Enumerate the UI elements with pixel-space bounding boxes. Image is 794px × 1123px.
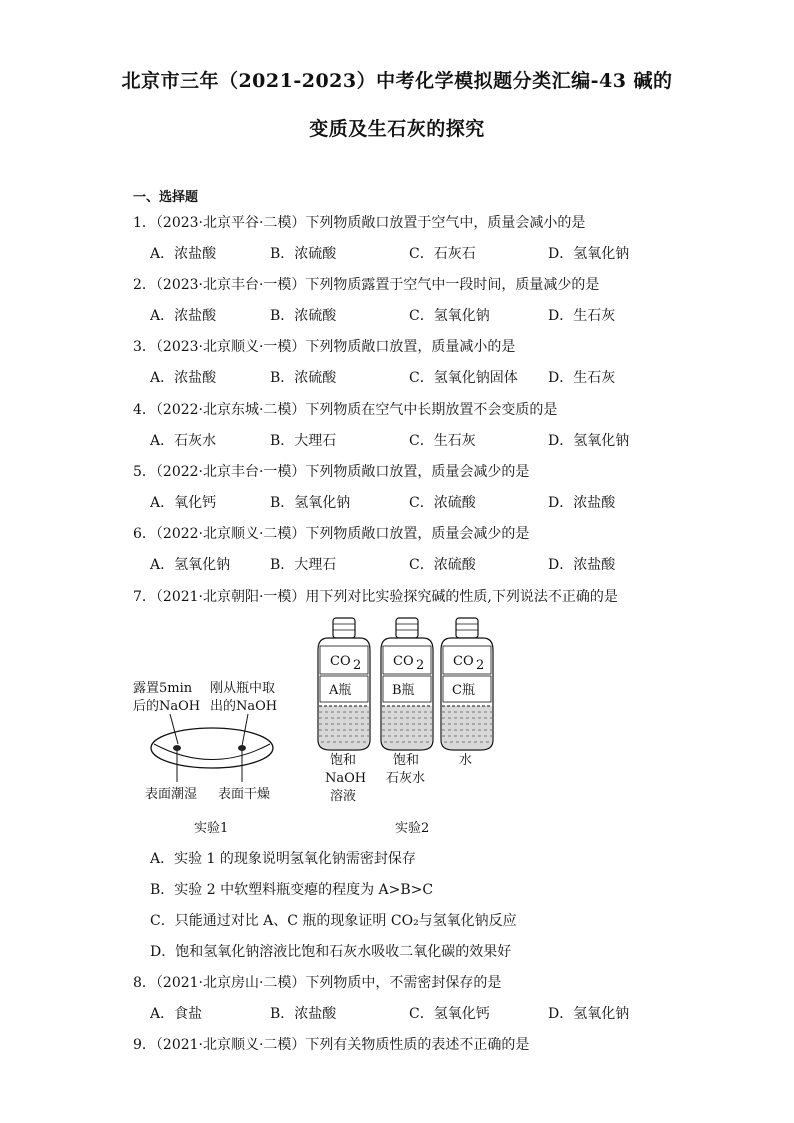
bottle-c-label: C瓶 — [452, 683, 475, 698]
statement-d: D．饱和氢氧化钠溶液比饱和石灰水吸收二氧化碳的效果好 — [150, 944, 512, 960]
option-d: D．浓盐酸 — [548, 557, 616, 573]
option-a: A．石灰水 — [150, 433, 217, 449]
question-options — [150, 367, 710, 387]
question-stem: 9．（2021·北京顺义·二模）下列有关物质性质的表述不正确的是 — [133, 1037, 530, 1053]
page-title-line2: 变质及生石灰的探究 — [309, 118, 485, 140]
option-d: D．浓盐酸 — [548, 495, 616, 511]
exp2-caption: 实验2 — [395, 821, 430, 836]
liquid-c-line1: 水 — [459, 753, 473, 768]
naoh-pellet-exposed — [173, 745, 181, 751]
option-a: A．浓盐酸 — [150, 370, 217, 386]
option-c: C．氢氧化钙 — [409, 1006, 490, 1022]
option-d: D．氢氧化钠 — [548, 1006, 630, 1022]
option-c: C．浓硫酸 — [409, 557, 476, 573]
option-d: D．氢氧化钠 — [548, 433, 630, 449]
option-a: A．氧化钙 — [150, 495, 217, 511]
option-b: B．浓盐酸 — [270, 1006, 337, 1022]
gas-subscript: 2 — [416, 658, 425, 673]
experiment-2 — [318, 618, 493, 836]
page-title-line1: 北京市三年（2021-2023）中考化学模拟题分类汇编-43 碱的 — [121, 70, 673, 92]
option-a: A．食盐 — [150, 1006, 203, 1022]
bottle-cap — [396, 618, 418, 638]
gas-label: CO — [453, 654, 474, 669]
option-c: C．石灰石 — [409, 246, 476, 262]
naoh-pellet-fresh — [238, 745, 246, 751]
question-stem: 5．（2022·北京丰台·一模）下列物质敞口放置，质量会减少的是 — [133, 464, 530, 480]
liquid-a — [319, 706, 369, 749]
watch-glass-rim — [154, 744, 270, 760]
bottle-cap — [333, 618, 355, 638]
option-b: B．大理石 — [270, 557, 337, 573]
question-options — [150, 305, 710, 325]
gas-subscript: 2 — [476, 658, 485, 673]
option-b: B．浓硫酸 — [270, 308, 337, 324]
exp1-label-right-1: 刚从瓶中取 — [210, 681, 276, 696]
option-d: D．生石灰 — [548, 308, 616, 324]
surface-dry-label: 表面干燥 — [218, 787, 271, 802]
liquid-b-line2: 石灰水 — [386, 771, 426, 786]
question-stem: 4．（2022·北京东城·二模）下列物质在空气中长期放置不会变质的是 — [133, 402, 558, 418]
option-c: C．浓硫酸 — [409, 495, 476, 511]
liquid-b — [382, 706, 432, 749]
question-options — [150, 554, 710, 574]
option-b: B．大理石 — [270, 433, 337, 449]
option-d: D．氢氧化钠 — [548, 246, 630, 262]
liquid-a-line2: NaOH — [325, 771, 367, 786]
option-a: A．氢氧化钠 — [150, 557, 231, 573]
option-c: C．氢氧化钠 — [409, 308, 490, 324]
section-heading: 一、选择题 — [133, 190, 199, 205]
option-a: A．浓盐酸 — [150, 246, 217, 262]
liquid-b-line1: 饱和 — [393, 753, 420, 768]
liquid-c — [442, 706, 492, 749]
leader-line — [242, 714, 248, 746]
question-stem: 2．（2023·北京丰台·一模）下列物质露置于空气中一段时间，质量减少的是 — [133, 277, 600, 293]
option-b: B．浓硫酸 — [270, 246, 337, 262]
question-options — [150, 1003, 710, 1023]
bottle-a-label: A瓶 — [329, 683, 352, 698]
experiment-1 — [133, 680, 277, 836]
question-stem: 7．（2021·北京朝阳·一模）用下列对比实验探究碱的性质,下列说法不正确的是 — [133, 589, 618, 605]
question-stem: 3．（2023·北京顺义·一模）下列物质敞口放置，质量减小的是 — [133, 339, 516, 355]
experiment-diagram — [130, 612, 530, 842]
question-stem: 1．（2023·北京平谷·二模）下列物质敞口放置于空气中，质量会减小的是 — [133, 215, 586, 231]
option-b: B．氢氧化钠 — [270, 495, 351, 511]
bottle-b — [381, 618, 433, 786]
option-a: A．浓盐酸 — [150, 308, 217, 324]
question-stem: 6．（2022·北京顺义·二模）下列物质敞口放置，质量会减少的是 — [133, 526, 530, 542]
liquid-a-line1: 饱和 — [330, 753, 357, 768]
gas-subscript: 2 — [353, 658, 362, 673]
bottle-cap — [456, 618, 478, 638]
bottle-c — [441, 618, 493, 768]
statement-b: B．实验 2 中软塑料瓶变瘪的程度为 A>B>C — [150, 882, 434, 898]
gas-label: CO — [330, 654, 351, 669]
leader-line — [170, 714, 178, 744]
question-options — [150, 430, 710, 450]
gas-label: CO — [393, 654, 414, 669]
bottle-b-label: B瓶 — [392, 683, 415, 698]
watch-glass — [151, 728, 273, 768]
bottle-a — [318, 618, 370, 804]
statement-a: A．实验 1 的现象说明氢氧化钠需密封保存 — [150, 851, 416, 867]
question-options — [150, 243, 710, 263]
question-options — [150, 492, 710, 512]
surface-wet-label: 表面潮湿 — [145, 787, 198, 802]
liquid-a-line3: 溶液 — [330, 789, 357, 804]
option-c: C．氢氧化钠固体 — [409, 370, 518, 386]
question-stem: 8．（2021·北京房山·二模）下列物质中，不需密封保存的是 — [133, 975, 502, 991]
exp1-label-left-2: 后的NaOH — [133, 699, 201, 714]
exp1-label-left-1: 露置5min — [133, 681, 193, 696]
option-d: D．生石灰 — [548, 370, 616, 386]
exp1-caption: 实验1 — [194, 821, 229, 836]
experiment-figure — [130, 612, 530, 842]
option-b: B．浓硫酸 — [270, 370, 337, 386]
statement-c: C．只能通过对比 A、C 瓶的现象证明 CO₂与氢氧化钠反应 — [150, 913, 517, 929]
exp1-label-right-2: 出的NaOH — [210, 699, 278, 714]
option-c: C．生石灰 — [409, 433, 476, 449]
